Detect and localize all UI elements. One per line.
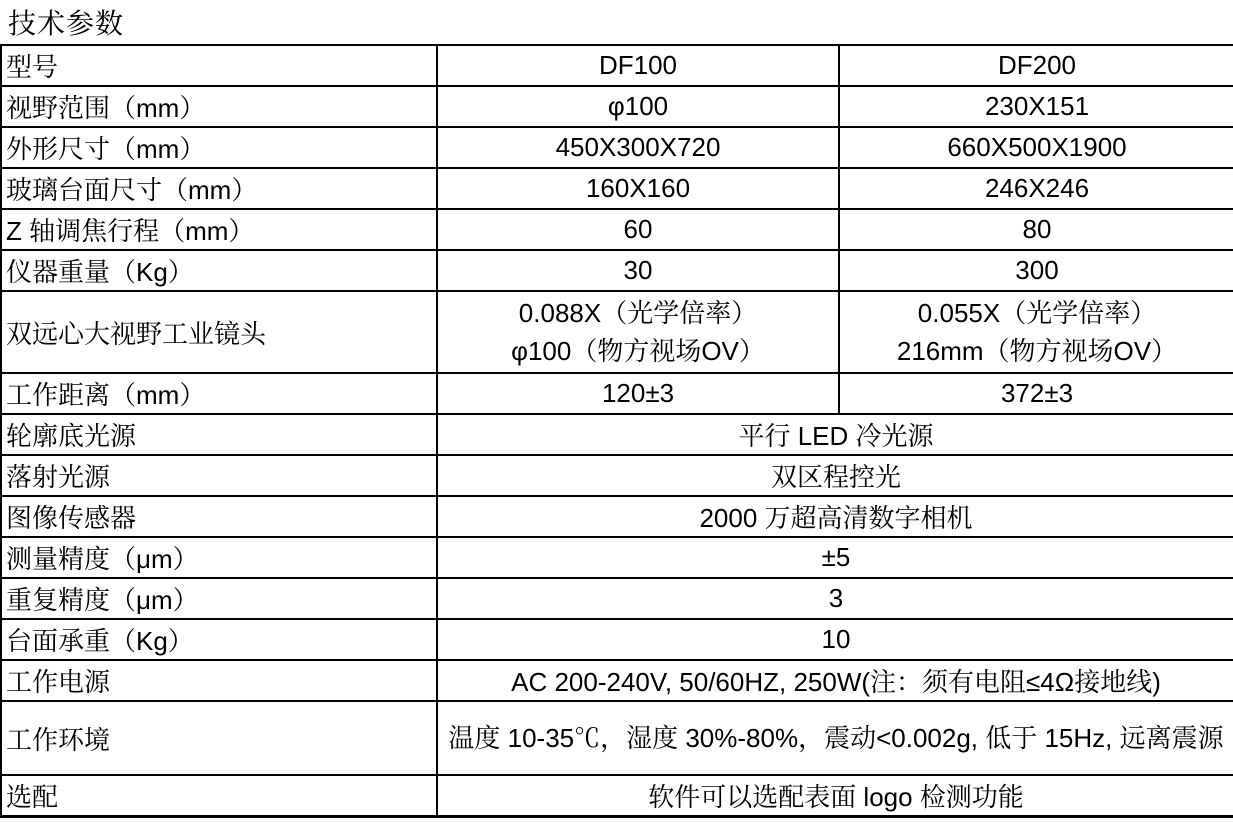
param-label: 工作电源: [1, 660, 437, 701]
param-value-shared: 软件可以选配表面 logo 检测功能: [437, 775, 1233, 816]
param-value-shared: 温度 10-35℃，湿度 30%-80%，震动<0.002g, 低于 15Hz, 远离震源: [437, 701, 1233, 775]
param-value-df100: φ100: [437, 86, 839, 127]
table-row: [1, 537, 1233, 578]
lens-spec-line2: φ100（物方视场OV）: [511, 336, 765, 366]
param-value-shared: 3: [437, 578, 1233, 619]
param-value-df200: [839, 291, 1233, 373]
param-label: 型号: [1, 45, 437, 86]
table-row: [1, 701, 1233, 775]
param-value-shared: 10: [437, 619, 1233, 660]
table-row: [1, 578, 1233, 619]
param-value-shared: 双区程控光: [437, 455, 1233, 496]
page-title: 技术参数: [8, 8, 125, 39]
param-label: 工作环境: [1, 701, 437, 775]
param-value-df100: DF100: [437, 45, 839, 86]
param-label: 重复精度（μm）: [1, 578, 437, 619]
table-row: [1, 127, 1233, 168]
param-value-df200: 300: [839, 250, 1233, 291]
table-row: [1, 86, 1233, 127]
table-row: [1, 45, 1233, 86]
param-value-df100: [437, 291, 839, 373]
param-label: 测量精度（μm）: [1, 537, 437, 578]
param-label: 视野范围（mm）: [1, 86, 437, 127]
spec-table: [0, 44, 1233, 818]
param-label: Z 轴调焦行程（mm）: [1, 209, 437, 250]
param-value-df200: 246X246: [839, 168, 1233, 209]
param-value-df200: DF200: [839, 45, 1233, 86]
table-row: [1, 373, 1233, 414]
param-value-df100: 30: [437, 250, 839, 291]
param-value-shared: AC 200-240V, 50/60HZ, 250W(注：须有电阻≤4Ω接地线): [437, 660, 1233, 701]
param-value-df100: 450X300X720: [437, 127, 839, 168]
param-value-df200: 230X151: [839, 86, 1233, 127]
lens-spec-line2: 216mm（物方视场OV）: [896, 336, 1178, 366]
param-value-df200: 660X500X1900: [839, 127, 1233, 168]
table-row: [1, 250, 1233, 291]
lens-spec-line1: 0.055X（光学倍率）: [917, 298, 1157, 328]
lens-spec-line1: 0.088X（光学倍率）: [518, 298, 758, 328]
param-label: 选配: [1, 775, 437, 816]
param-label: 玻璃台面尺寸（mm）: [1, 168, 437, 209]
table-row: [1, 619, 1233, 660]
table-row: [1, 291, 1233, 373]
param-label: 仪器重量（Kg）: [1, 250, 437, 291]
param-label: 图像传感器: [1, 496, 437, 537]
param-value-df200: 80: [839, 209, 1233, 250]
table-row: [1, 455, 1233, 496]
param-value-shared: 平行 LED 冷光源: [437, 414, 1233, 455]
param-label: 外形尺寸（mm）: [1, 127, 437, 168]
param-value-shared: 2000 万超高清数字相机: [437, 496, 1233, 537]
param-label: 轮廓底光源: [1, 414, 437, 455]
param-label: 台面承重（Kg）: [1, 619, 437, 660]
param-value-df100: 160X160: [437, 168, 839, 209]
table-row: [1, 660, 1233, 701]
param-value-df200: 372±3: [839, 373, 1233, 414]
param-label: 工作距离（mm）: [1, 373, 437, 414]
table-row: [1, 168, 1233, 209]
param-label: 双远心大视野工业镜头: [1, 291, 437, 373]
param-value-df100: 120±3: [437, 373, 839, 414]
table-row: [1, 496, 1233, 537]
table-row: [1, 414, 1233, 455]
param-value-df100: 60: [437, 209, 839, 250]
table-row: [1, 209, 1233, 250]
param-value-shared: ±5: [437, 537, 1233, 578]
param-label: 落射光源: [1, 455, 437, 496]
table-row: [1, 775, 1233, 816]
